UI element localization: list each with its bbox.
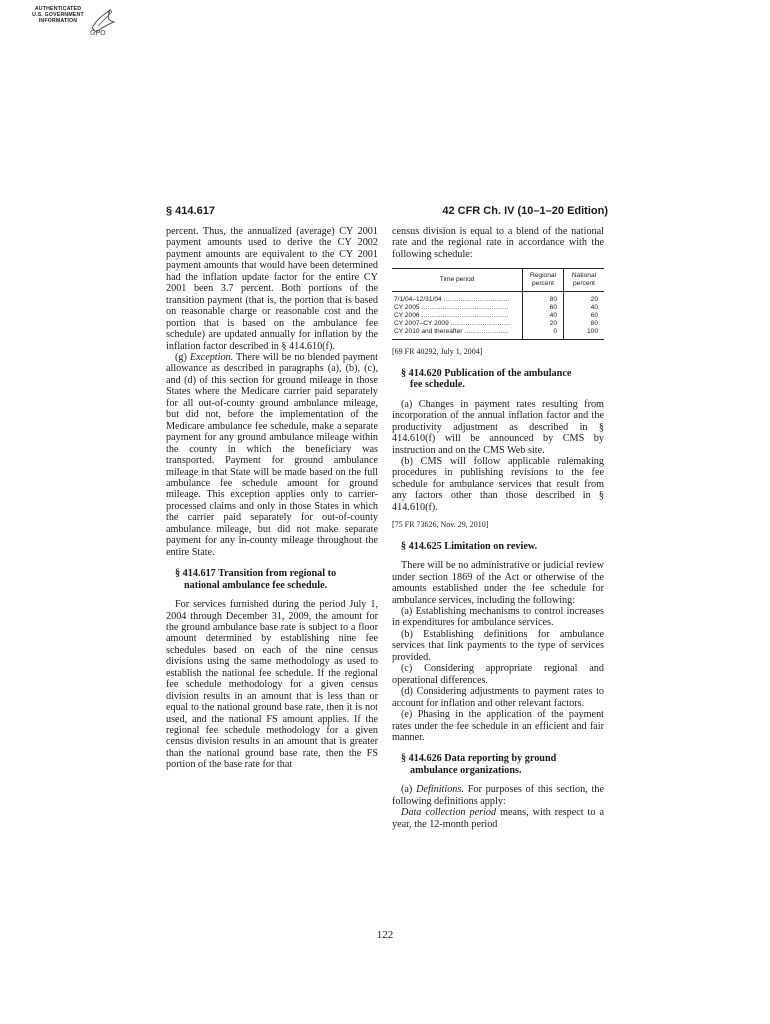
- section-heading-414-617: [166, 568, 378, 591]
- logo-line: AUTHENTICATED: [34, 6, 82, 12]
- running-header-section: § 414.617: [166, 205, 215, 217]
- paragraph: percent. Thus, the annualized (average) CY 2001 payment amounts used to derive the CY 2002 payment amounts are equivalent to the CY 2001 payment amounts that would have been determined had the inflation update factor for the entire CY 2001 been 3.7 percent. Both portions of the transition payment (that is, the portion that is based on reasonable charge or reasonable cost and the portion that is based on the ambulance fee schedule) are updated annually for inflation by the inflation factor described in § 414.610(f).: [166, 226, 378, 352]
- paragraph: For services furnished during the period July 1, 2004 through December 31, 2009, the amount for the ground ambulance base rate is subject to a floor amount determined by establishing nine fee schedules based on each of the nine census divisions using the same methodology as used to establish the national fee schedule. If the regional fee schedule methodology for a given census division results in an amount that is less than or equal to the national ground base rate, then it is not used, and the national FS amount applies. If the regional fee schedule methodology for a given census division results in an amount that is greater than the national ground base rate, then the FS portion of the base rate for that: [166, 599, 378, 771]
- paragraph: (b) CMS will follow applicable rulemaking procedures in publishing revisions to the fee schedule for ambulance services that result from any factors other than those described in § 414.610(f).: [392, 455, 604, 513]
- section-heading-414-626: [392, 753, 604, 776]
- national-cell: 60: [564, 312, 605, 320]
- citation: [69 FR 40292, July 1, 2004]: [392, 347, 483, 357]
- national-cell: 80: [564, 320, 605, 328]
- heading-line: national ambulance fee schedule.: [184, 579, 328, 591]
- logo-line: U.S. GOVERNMENT: [32, 12, 84, 18]
- left-column: [166, 226, 378, 771]
- national-cell: 40: [564, 304, 605, 312]
- leader-dots: .........................................: [421, 304, 509, 312]
- period-text: CY 2006: [394, 312, 420, 320]
- time-period-cell: [392, 328, 523, 340]
- paragraph: (a) Establishing mechanisms to control increases in expenditures for ambulance services.: [392, 605, 604, 629]
- paragraph: (a) Changes in payment rates resulting from incorporation of the annual inflation factor and the productivity adjustment as described in § 414.610(f) will be announced by CMS by instruction and on the CMS Web site.: [392, 398, 604, 456]
- heading-line: § 414.617 Transition from regional to: [175, 568, 337, 580]
- logo-line: INFORMATION: [38, 18, 78, 24]
- para-emphasis: Definitions.: [416, 784, 464, 796]
- para-text: For purposes of this section, the following definitions apply:: [392, 784, 604, 807]
- time-period-cell: [392, 292, 523, 305]
- para-text: means, with respect to a year, the 12-month period: [392, 807, 604, 830]
- section-heading-414-625: § 414.625 Limitation on review.: [401, 540, 538, 552]
- heading-line: fee schedule.: [410, 379, 465, 391]
- paragraph: (e) Phasing in the application of the payment rates under the fee schedule in an efficient and fair manner.: [392, 709, 604, 743]
- column-header: National percent: [564, 269, 605, 292]
- leader-dots: .........................................: [421, 312, 509, 320]
- paragraph: (c) Considering appropriate regional and operational differences.: [392, 663, 604, 686]
- defined-term: Data collection period: [401, 807, 497, 819]
- paragraph-exception: [166, 352, 378, 558]
- regional-cell: 60: [523, 304, 564, 312]
- leader-dots: .....................: [464, 328, 510, 336]
- time-period-cell: [392, 320, 523, 328]
- para-emphasis: Exception.: [189, 351, 234, 363]
- paragraph-definitions: [392, 784, 604, 807]
- national-cell: 20: [564, 292, 605, 305]
- table-row: [392, 320, 604, 328]
- table-row: [392, 328, 604, 340]
- time-period-cell: [392, 312, 523, 320]
- period-text: 7/1/04–12/31/04: [394, 296, 442, 304]
- table-row: [392, 312, 604, 320]
- table-row: [392, 304, 604, 312]
- period-text: CY 2005: [394, 304, 420, 312]
- leader-dots: ...............................: [443, 296, 510, 304]
- leader-dots: ............................: [450, 320, 511, 328]
- right-column: [392, 226, 604, 830]
- para-lead: (g): [175, 351, 190, 363]
- heading-line: § 414.620 Publication of the ambulance: [401, 367, 572, 379]
- gpo-label: GPO: [90, 30, 106, 37]
- heading-line: ambulance organizations.: [410, 764, 522, 776]
- regional-cell: 20: [523, 320, 564, 328]
- regional-cell: 40: [523, 312, 564, 320]
- time-period-cell: [392, 304, 523, 312]
- logo-text: [28, 6, 88, 24]
- table-header-row: [392, 269, 604, 292]
- section-heading-414-620: [392, 368, 604, 391]
- paragraph: There will be no administrative or judicial review under section 1869 of the Act or otherwise of the amounts established under the fee schedule for ambulance services, including the following:: [392, 560, 604, 606]
- paragraph-data-collection: [392, 807, 604, 830]
- table-row: [392, 292, 604, 305]
- citation: [75 FR 73626, Nov. 29, 2010]: [392, 520, 489, 530]
- regional-cell: 80: [523, 292, 564, 305]
- national-cell: 100: [564, 328, 605, 340]
- column-header: Time period: [392, 269, 523, 292]
- transition-schedule-table: [392, 268, 604, 340]
- column-header: Regional percent: [523, 269, 564, 292]
- period-text: CY 2007–CY 2009: [394, 320, 449, 328]
- para-text: There will be no blended payment allowance as described in paragraphs (a), (b), (c), and (d) of this section for ground mileage in those States where the Medicare carrier paid separately for all out-of-county ground ambulance mileage, but did not, before the implementation of the Medicare ambulance fee schedule, make a separate payment for any ground ambulance mileage within the county in which the beneficiary was transported. Payment for ground ambulance mileage in that State will be made based on the full ambulance fee schedule amount for ground mileage. This exception applies only to carrier-processed claims and only in those States in which the carrier paid separately for out-of-county ambulance mileage, but did not make separate payment for any in-county mileage throughout the entire State.: [166, 351, 378, 558]
- running-header-title: 42 CFR Ch. IV (10–1–20 Edition): [442, 205, 608, 217]
- paragraph: (d) Considering adjustments to payment rates to account for inflation and other relevant factors.: [392, 686, 604, 709]
- page-number: 122: [376, 929, 394, 941]
- heading-line: § 414.626 Data reporting by ground: [401, 753, 557, 765]
- gpo-authentication-logo: [28, 6, 148, 46]
- paragraph: (b) Establishing definitions for ambulance services that link payments to the type of services provided.: [392, 628, 604, 663]
- period-text: CY 2010 and thereafter: [394, 328, 463, 336]
- paragraph: census division is equal to a blend of the national rate and the regional rate in accordance with the following schedule:: [392, 226, 604, 260]
- regional-cell: 0: [523, 328, 564, 340]
- para-lead: (a): [401, 784, 417, 796]
